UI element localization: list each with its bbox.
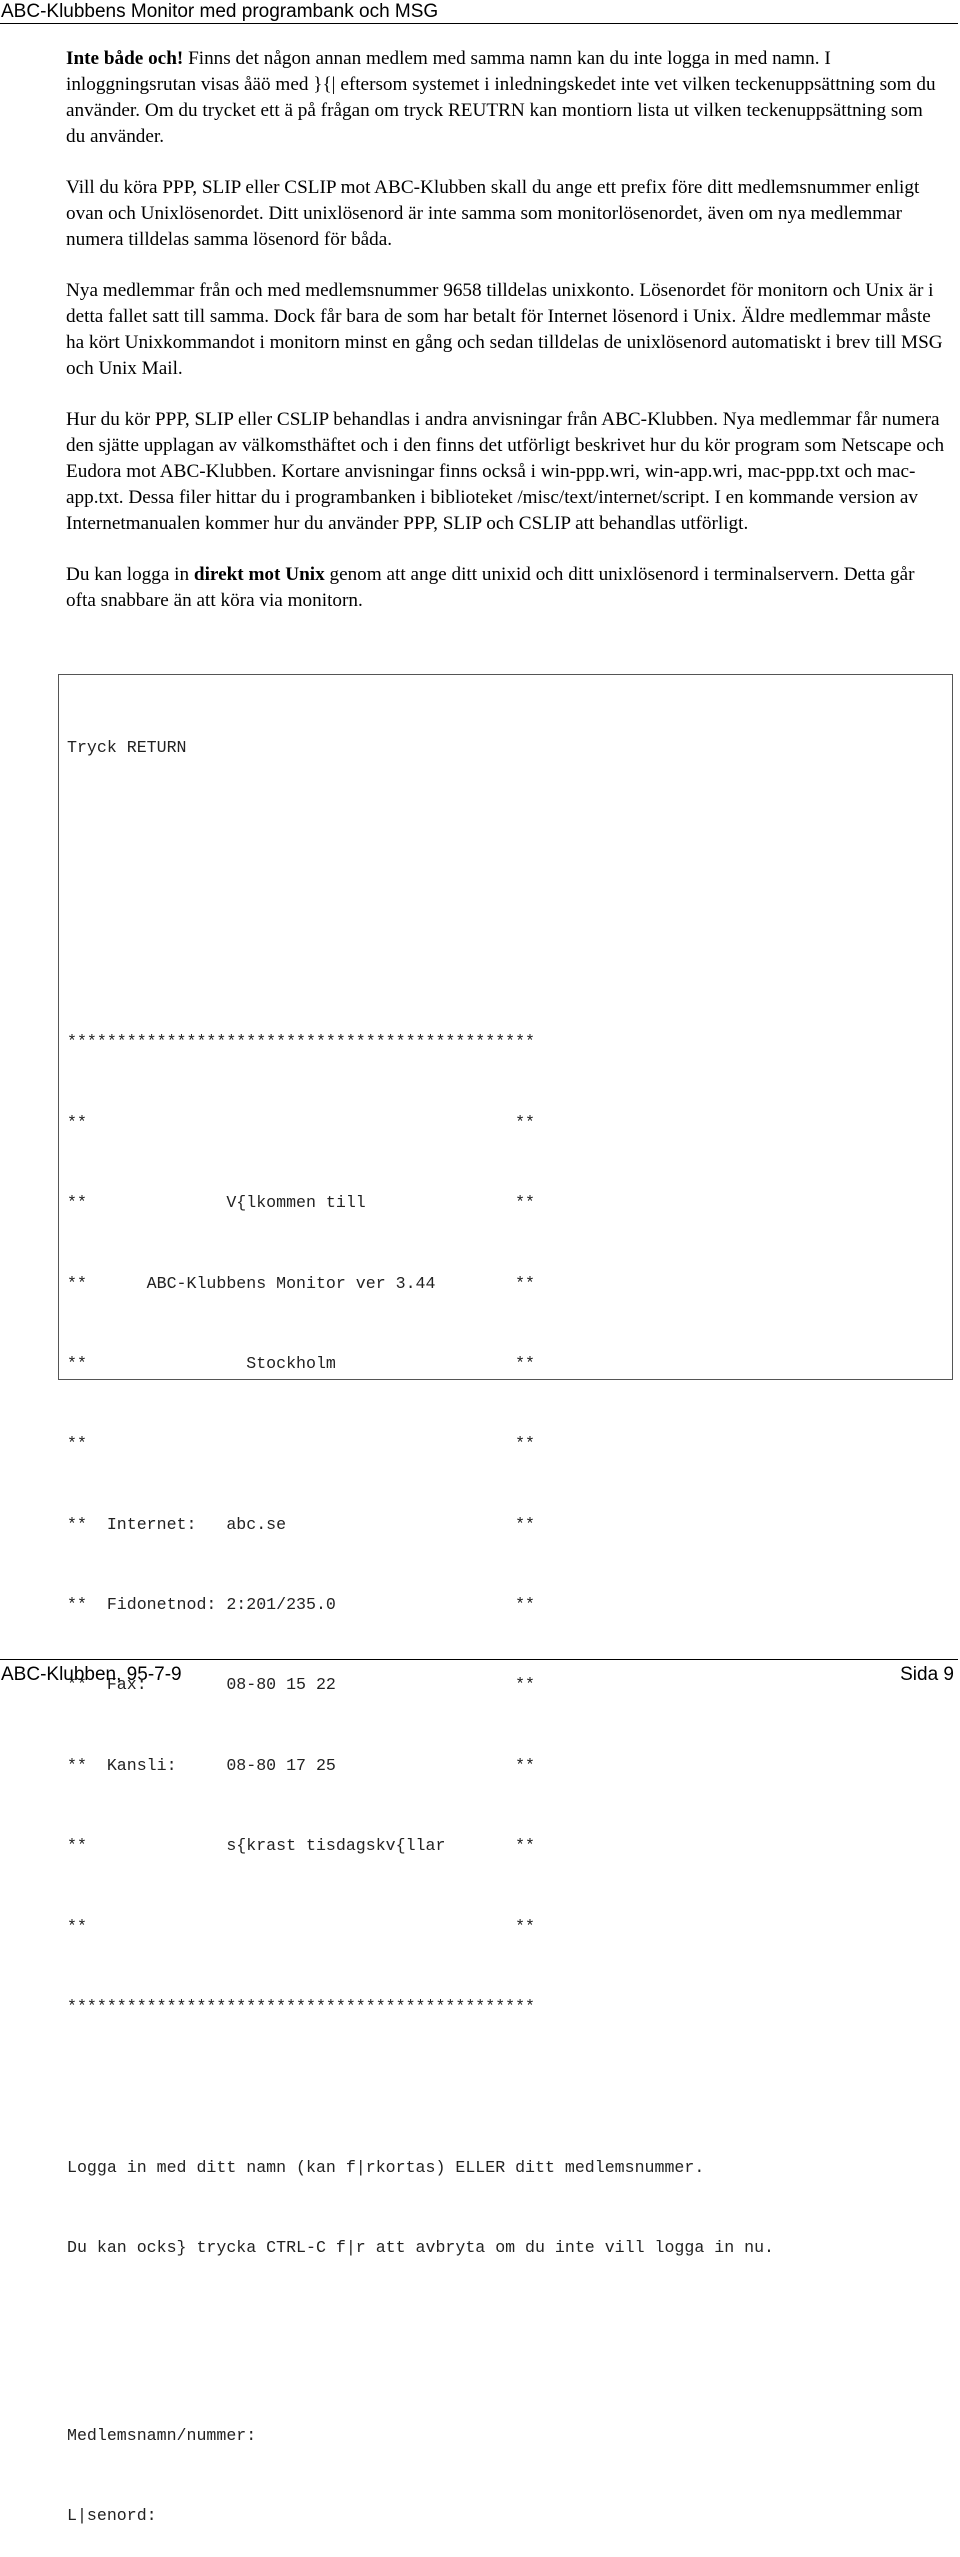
page-number: Sida 9 bbox=[900, 1664, 954, 1685]
document-body bbox=[66, 46, 946, 639]
paragraph-login-name bbox=[66, 46, 946, 150]
paragraph-ppp-prefix: Vill du köra PPP, SLIP eller CSLIP mot ABC-Klubben skall du ange ett prefix före ditt medlemsnummer enligt ovan och Unixlösenordet. Ditt unixlösenord är inte samma som monitorlösenordet, även om nya medlemmar numera tilldelas samma lösenord för båda. bbox=[66, 177, 920, 250]
header-rule bbox=[0, 23, 958, 24]
paragraph-unix-account: Nya medlemmar från och med medlemsnummer 9658 tilldelas unixkonto. Lösenordet för monitorn och Unix är i detta fallet satt till samma. Dock får bara de som har betalt för Internet lösenord i Unix. Äldre medlemmar måste ha kört Unixkommandot i monitorn minst en gång och sedan tilldelas de unixlösenord automatiskt i brev till MSG och Unix Mail. bbox=[66, 280, 943, 379]
terminal-banner-line: *********************************************** bbox=[67, 1032, 536, 1052]
header-title: ABC-Klubbens Monitor med programbank och MSG bbox=[1, 1, 439, 22]
bold-direct-unix: direkt mot Unix bbox=[193, 564, 325, 585]
terminal-banner-line: ** s{krast tisdagskv{llar ** bbox=[67, 1836, 536, 1856]
paragraph-text-pre: Du kan logga in bbox=[66, 564, 194, 585]
terminal-blank bbox=[67, 2316, 952, 2370]
footer-rule bbox=[0, 1659, 958, 1660]
terminal-blank bbox=[67, 2074, 952, 2101]
terminal-banner-line: *********************************************** bbox=[67, 1997, 536, 2017]
terminal-banner-line: ** ** bbox=[67, 1434, 536, 1454]
footer-date: ABC-Klubben, 95-7-9 bbox=[1, 1664, 182, 1685]
terminal-banner-line: ** ** bbox=[67, 1916, 536, 1936]
terminal-banner-line: ** Internet: abc.se ** bbox=[67, 1514, 536, 1534]
terminal-banner-line: ** ABC-Klubbens Monitor ver 3.44 ** bbox=[67, 1273, 536, 1293]
username-prompt[interactable]: Medlemsnamn/nummer: bbox=[67, 2425, 257, 2445]
terminal-banner-line: ** V{lkommen till ** bbox=[67, 1193, 536, 1213]
page-footer bbox=[0, 1662, 958, 1690]
bold-lead: Inte både och! bbox=[66, 48, 184, 69]
terminal-login-info: Logga in med ditt namn (kan f|rkortas) ELLER ditt medlemsnummer. bbox=[67, 2157, 705, 2177]
terminal-banner-line: ** Stockholm ** bbox=[67, 1353, 536, 1373]
paragraph-ppp-instructions: Hur du kör PPP, SLIP eller CSLIP behandlas i andra anvisningar från ABC-Klubben. Nya medlemmar får numera den sjätte upplagan av välkomsthäftet och i den finns det utförligt beskrivet hur du kör program som Netscape och Eudora mot ABC-Klubben. Kortare anvisningar finns också i win-ppp.wri, win-app.wri, mac-ppp.txt och mac-app.txt. Dessa filer hittar du i programbanken i biblioteket /misc/text/internet/script. I en kommande version av Internetmanualen kommer hur du använder PPP, SLIP och CSLIP att behandlas utförligt. bbox=[66, 409, 945, 534]
terminal-blank bbox=[67, 815, 952, 869]
terminal-blank bbox=[67, 922, 952, 976]
terminal-prompt-return: Tryck RETURN bbox=[67, 737, 187, 757]
terminal-banner-line: ** Fidonetnod: 2:201/235.0 ** bbox=[67, 1595, 536, 1615]
paragraph-text-post: genom att ange ditt unixid och ditt unixlösenord i terminalservern. Detta går ofta snabbare än att köra via monitorn. bbox=[66, 564, 915, 611]
terminal-login-info: Du kan ocks} trycka CTRL-C f|r att avbryta om du inte vill logga in nu. bbox=[67, 2238, 775, 2258]
terminal-banner-line: ** ** bbox=[67, 1112, 536, 1132]
paragraph-text: Finns det någon annan medlem med samma namn kan du inte logga in med namn. I inloggningsrutan visas åäö med }{| eftersom systemet i inledningskedet inte vet vilken teckenuppsättning som du använder. Om du trycket ett ä på frågan om tryck REUTRN kan montiorn lista ut vilken teckenuppsättning som du använder. bbox=[66, 48, 936, 147]
password-prompt[interactable]: L|senord: bbox=[67, 2506, 157, 2526]
paragraph-direct-unix bbox=[66, 562, 946, 614]
terminal-banner-line: ** Fax: 08-80 15 22 ** bbox=[67, 1675, 536, 1695]
terminal-banner-line: ** Kansli: 08-80 17 25 ** bbox=[67, 1755, 536, 1775]
